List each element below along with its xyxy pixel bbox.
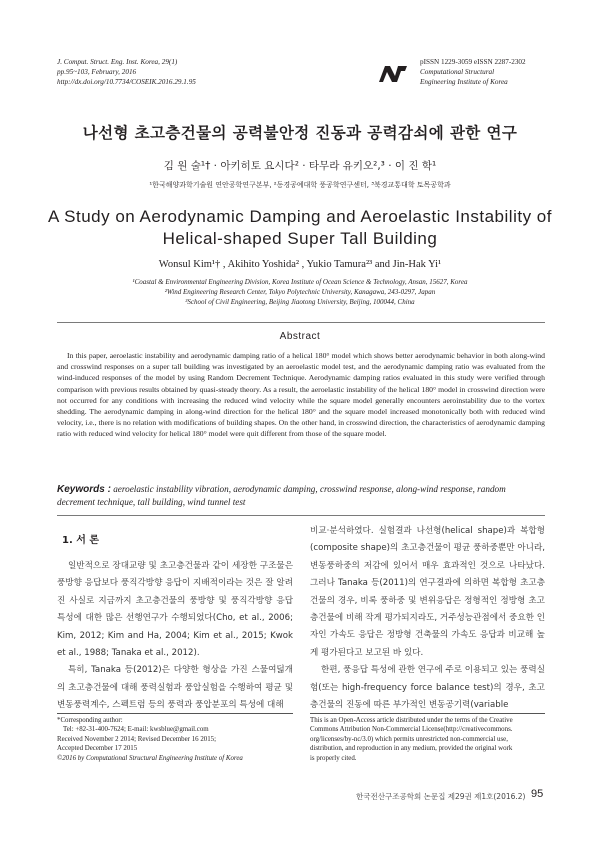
footnote-line: *Corresponding author:	[57, 717, 123, 724]
doi-line: http://dx.doi.org/10.7734/COSEIK.2016.29.1.95	[57, 78, 196, 86]
issn-line: pISSN 1229-3059 eISSN 2287-2302	[420, 58, 526, 66]
abstract-text: In this paper, aeroelastic instability and aerodynamic damping ratio of a helical 180° model which shows better aerodynamic behavior in both along-wind and crosswind responses on a super tall building was investigated by an aeroelastic model test, and the aerodynamic damping ratio was evaluated from the wind-induced responses of the model by using Random Decrement Technique. Aerodynamic damping ratios evaluated in this study were verified through comparison with previous results obtained by quasi-steady theory. As a result, the aeroelastic instability of the helical 180° model in crosswind direction were not occurred for any conditions with increasing the reduced wind velocity while the square model generally encounters aeroinstability due to the vortex shedding. The aerodynamic damping in along-wind direction for the helical 180° and the square model increased monotonically both with reduced wind velocity, i.e., there is no relation with modifications of building shapes. On the other hand, in crosswind direction, the characteristics of aerodynamic damping ratio with reduced wind velocity for helical 180° model were quit different from those of the square model.	[57, 351, 545, 439]
body-paragraph: 특히, Tanaka 등(2012)은 다양한 형상을 가진 스물여덟개의 초고층건물에 대해 풍력실험과 풍압실험을 수행하여 평균 및 변동풍력계수, 스펙트럼 등의 풍력과 풍압분포의 특성에 대해	[57, 665, 293, 711]
license-line: This is an Open-Access article distributed under the terms of the Creative	[310, 717, 513, 724]
title-korean: 나선형 초고층건물의 공력불안정 진동과 공력감쇠에 관한 연구	[82, 124, 518, 142]
pages-line: pp.95~103, February, 2016	[57, 68, 137, 76]
issn-block	[420, 57, 526, 87]
footnote-line: Received November 2 2014; Revised December 16 2015;	[57, 735, 217, 743]
affiliations-english	[0, 277, 600, 307]
license-line: Commons Attribution Non-Commercial License(http://creativecommons.	[310, 726, 513, 734]
right-column	[310, 523, 545, 714]
license-line: org/licenses/by-nc/3.0) which permits unrestricted non-commercial use,	[310, 735, 508, 743]
keywords-bottom-rule	[57, 515, 545, 516]
journal-line: J. Comput. Struct. Eng. Inst. Korea, 29(1)	[57, 58, 178, 66]
section-heading-introduction: 1. 서 론	[62, 535, 100, 546]
affiliations-korean: ¹한국해양과학기술원 연안공학연구본부, ²동경공예대학 풍공학연구센터, ³북경교통대학 토목공학과	[149, 181, 451, 189]
footnote-corresponding	[57, 716, 243, 763]
keywords-label: Keywords :	[57, 484, 111, 495]
title-english	[0, 206, 600, 250]
body-paragraph: 일반적으로 장대교량 및 초고층건물과 같이 세장한 구조물은 풍방향 응답보다 풍직각방향 응답이 지배적이라는 것은 잘 알려진 사실로 지금까지 초고층건물의 풍방향 및 풍직각방향 응답 특성에 대한 많은 선행연구가 수행되었다(Cho, et al., 2006; Kim, 2012; Kim and Ha, 2004; Kim et al., 2015; Kwok et al., 1988; Tanaka et al., 2012).	[57, 561, 293, 659]
keywords	[57, 483, 545, 509]
title-english-line-2: Helical-shaped Super Tall Building	[162, 229, 438, 248]
abstract-heading: Abstract	[279, 331, 321, 342]
footnote-rule-left	[57, 713, 293, 714]
footnote-line: Tel: +82-31-400-7624; E-mail: kwsblue@gmail.com	[63, 726, 209, 734]
footnote-license	[310, 716, 513, 763]
authors-korean: 김 원 술¹† · 아키히토 요시다² · 타무라 유키오²,³ · 이 진 학¹	[163, 160, 437, 172]
body-paragraph: 비교·분석하였다. 실험결과 나선형(helical shape)과 복합형(composite shape)의 초고층건물이 평균 풍하중뿐만 아니라, 변동풍하중의 저감에 있어서 매우 효과적인 것으로 나타났다. 그러나 Tanaka 등(2011)의 연구결과에 의하면 복합형 초고층건물의 경우, 비록 풍하중 및 변위응답은 정형적인 정방형 초고층건물에 비해 작게 평가되지라도, 거주성능관점에서 중요한 인자인 가속도 응답은 정방형 건축물의 가속도 응답과 비교해 높게 평가된다고 보고된 바 있다.	[310, 526, 545, 658]
keywords-text: aeroelastic instability vibration, aerodynamic damping, crosswind response, along-wind response, random decrement technique, tall building, wind tunnel test	[57, 484, 506, 507]
license-line: is properly cited.	[310, 754, 357, 762]
affiliation-2: ²Wind Engineering Research Center, Tokyo Polytechnic University, Kanagawa, 243-0297, Japan	[164, 288, 436, 296]
footnote-line: Accepted December 17 2015	[57, 745, 138, 753]
affiliation-1: ¹Coastal & Environmental Engineering Division, Korea Institute of Ocean Science & Technology, Ansan, 15627, Korea	[132, 278, 468, 286]
authors-english: Wonsul Kim¹† , Akihito Yoshida² , Yukio Tamura²³ and Jin-Hak Yi¹	[158, 259, 442, 270]
footnote-line: ©2016 by Computational Structural Engineering Institute of Korea	[57, 754, 243, 762]
license-line: distribution, and reproduction in any medium, provided the original work	[310, 745, 513, 753]
society-logo-icon	[378, 65, 408, 83]
journal-citation	[57, 57, 196, 87]
affiliation-3: ³School of Civil Engineering, Beijing Jiaotong University, Beijing, 100044, China	[185, 298, 415, 306]
journal-footer: 한국전산구조공학회 논문집 제29권 제1호(2016.2)	[356, 792, 526, 801]
body-paragraph: 한편, 풍응답 특성에 관한 연구에 주로 이용되고 있는 풍력실험(또는 high-frequency force balance test)의 경우, 초고층건물의 진동에 따른 부가적인 변동공기력(variable	[310, 665, 545, 711]
abstract-top-rule	[57, 322, 545, 323]
society-line-2: Engineering Institute of Korea	[420, 78, 508, 86]
society-line-1: Computational Structural	[420, 68, 495, 76]
footnote-rule-right	[310, 713, 545, 714]
left-column	[57, 558, 293, 715]
page-number: 95	[531, 788, 544, 800]
title-english-line-1: A Study on Aerodynamic Damping and Aeroelastic Instability of	[48, 207, 552, 226]
